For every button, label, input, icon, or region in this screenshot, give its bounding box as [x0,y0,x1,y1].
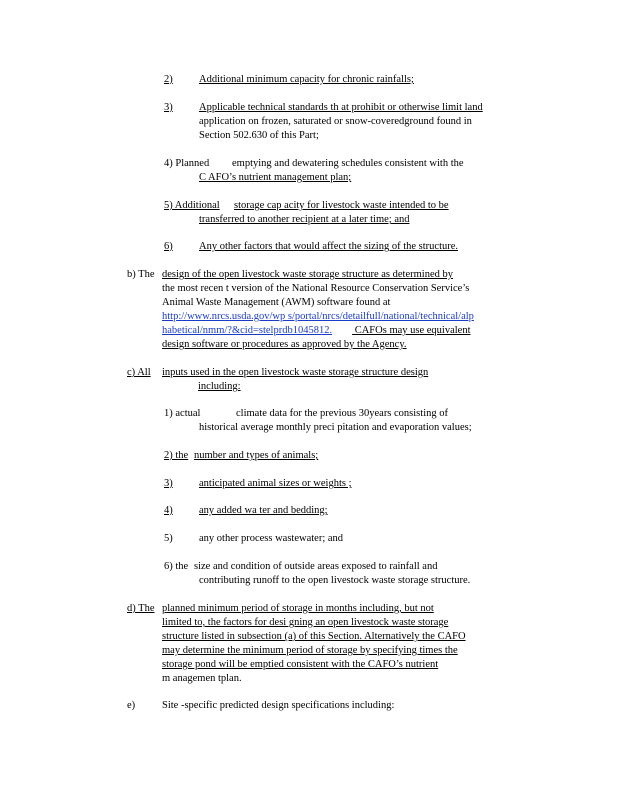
section-text: including: [198,381,241,392]
item-text: number and types of animals; [194,450,319,461]
section-text: limited to, the factors for desi gning an open livestock waste storage [162,617,449,628]
item-number: 3) [164,478,173,489]
item-text: application on frozen, saturated or snow-coveredground found in [199,116,472,127]
item-number: 4) Planned [164,158,210,169]
section-text: Animal Waste Management (AWM) software found at [162,297,391,308]
item-text: Additional minimum capacity for chronic rainfalls; [199,74,414,85]
item-number: 3) [164,102,173,113]
item-text: C AFO’s nutrient management plan; [199,172,352,183]
item-text: climate data for the previous 30years consisting of [236,408,448,419]
item-number: 6) the [164,561,189,572]
item-text: Any other factors that would affect the sizing of the structure. [199,241,459,252]
item-text: anticipated animal sizes or weights ; [199,478,352,489]
section-text: CAFOs may use equivalent [352,325,471,336]
item-text: any added wa ter and bedding; [199,505,328,516]
section-text: Site -specific predicted design specifications including: [162,700,395,711]
item-text: contributing runoff to the open livestock waste storage structure. [199,575,471,586]
item-text: emptying and dewatering schedules consistent with the [232,158,464,169]
item-number: 1) actual [164,408,201,419]
item-text: transferred to another recipient at a later time; and [199,214,410,225]
section-text: may determine the minimum period of storage by specifying times the [162,645,458,656]
section-text: the most recen t version of the National Resource Conservation Service’s [162,283,470,294]
section-text: design software or procedures as approved by the Agency. [162,339,407,350]
section-text: planned minimum period of storage in months including, but not [162,603,434,614]
item-text: historical average monthly preci pitation and evaporation values; [199,422,472,433]
item-text: Section 502.630 of this Part; [199,130,319,141]
item-number: 6) [164,241,173,252]
section-label: e) [127,700,136,711]
item-text: Applicable technical standards th at prohibit or otherwise limit land [199,102,483,113]
item-text: any other process wastewater; and [199,533,344,544]
section-text: structure listed in subsection (a) of this Section. Alternatively the CAFO [162,631,466,642]
section-text: inputs used in the open livestock waste storage structure design [162,367,429,378]
section-label: c) All [127,367,151,378]
item-text: size and condition of outside areas exposed to rainfall and [194,561,438,572]
item-number: 5) Additional [164,200,220,211]
item-text: storage cap acity for livestock waste intended to be [234,200,449,211]
section-text: design of the open livestock waste storage structure as determined by [162,269,453,280]
item-number: 5) [164,533,173,544]
section-text: storage pond will be emptied consistent with the CAFO’s nutrient [162,659,439,670]
item-number: 4) [164,505,173,516]
section-label: b) The [127,269,155,280]
item-number: 2) [164,74,173,85]
item-number: 2) the [164,450,189,461]
section-label: d) The [127,603,155,614]
nrcs-link[interactable]: http://www.nrcs.usda.gov/wp s/portal/nrcs/detailfull/national/technical/alp [162,311,474,322]
section-text: m anagemen tplan. [162,673,242,684]
nrcs-link-continued[interactable]: habetical/nmm/?&cid=stelprdb1045812. [162,325,333,336]
